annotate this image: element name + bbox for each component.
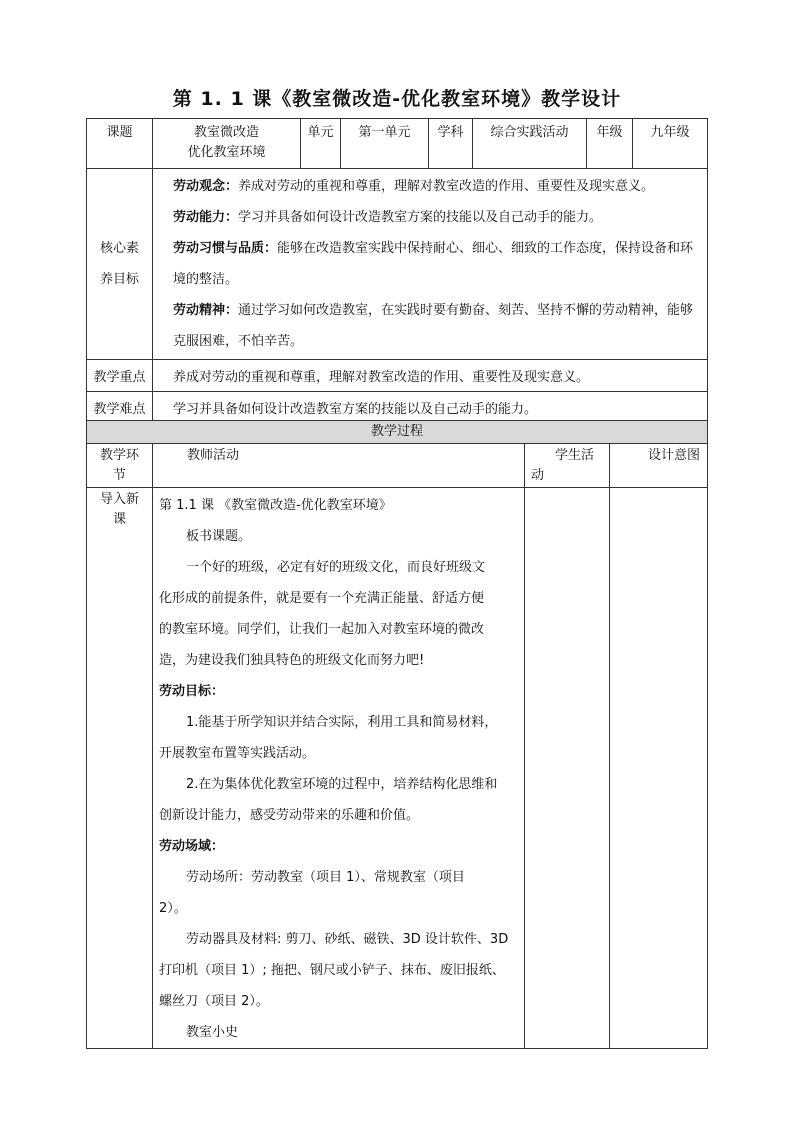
unit-label-cell <box>301 119 341 169</box>
col-student-header-line2: 动 <box>531 468 545 483</box>
core-goal-head: 劳动能力： <box>173 210 239 225</box>
col-student-header <box>525 444 610 488</box>
core-goal-text: 能够在改造教室实践中保持耐心、细心、细致的工作态度，保持设备和环境的整洁。 <box>173 241 694 287</box>
teacher-line: 板书课题。 <box>186 529 252 544</box>
topic-value-line1: 教室微改造 <box>193 125 259 140</box>
teacher-activity-cell <box>153 488 525 1049</box>
difficulty-label: 教学难点 <box>87 392 153 424</box>
topic-label-cell <box>87 119 153 169</box>
design-intent-cell <box>610 488 708 1049</box>
teacher-line: 劳动场所：劳动教室（项目 1）、常规教室（项目 <box>186 870 465 885</box>
col-intent-header: 设计意图 <box>610 444 708 488</box>
grade-label: 年级 <box>596 125 623 140</box>
teacher-line: 劳动器具及材料: 剪刀、砂纸、磁铁、3D 设计软件、3D <box>186 932 509 947</box>
subject-value-cell <box>473 119 587 169</box>
topic-label: 课题 <box>106 125 133 140</box>
subject-value: 综合实践活动 <box>490 125 569 140</box>
stage-line1: 导入新 <box>99 492 139 507</box>
grade-value: 九年级 <box>650 125 690 140</box>
col-student-header-line1: 学生活 <box>555 448 595 463</box>
col-teacher-header: 教师活动 <box>153 444 525 488</box>
topic-value-line2: 优化教室环境 <box>187 145 266 160</box>
core-goal-text: 学习并具备如何设计改造教室方案的技能以及自己动手的能力。 <box>238 210 603 225</box>
core-goal-head: 劳动观念： <box>173 179 239 194</box>
teacher-line: 劳动目标： <box>159 684 225 699</box>
subject-label-cell <box>429 119 473 169</box>
teacher-line: 开展教室布置等实践活动。 <box>159 746 316 761</box>
unit-value: 第一单元 <box>358 125 411 140</box>
teacher-line: 的教室环境。同学们，让我们一起加入对教室环境的微改 <box>159 622 485 637</box>
unit-value-cell <box>341 119 429 169</box>
core-label-line1: 核心素 <box>99 241 139 256</box>
core-goal-text: 养成对劳动的重视和尊重，理解对教室改造的作用、重要性及现实意义。 <box>238 179 655 194</box>
col-stage-header-line2: 节 <box>112 468 126 483</box>
teacher-line: 教室小史 <box>186 1025 239 1040</box>
core-goal-head: 劳动精神： <box>173 303 239 318</box>
teacher-line: 打印机（项目 1）; 拖把、钢尺或小铲子、抹布、废旧报纸、 <box>159 963 505 978</box>
core-goal-item <box>173 233 701 295</box>
teacher-line: 一个好的班级，必定有好的班级文化，而良好班级文 <box>186 560 486 575</box>
key-point-label: 教学重点 <box>87 360 153 392</box>
core-goal-head: 劳动习惯与品质： <box>173 241 278 256</box>
grade-value-cell <box>633 119 708 169</box>
core-label-cell <box>87 169 153 360</box>
teacher-line: 1.能基于所学知识并结合实际，利用工具和简易材料， <box>186 715 498 730</box>
core-goals-cell <box>153 169 708 360</box>
core-goal-item <box>173 202 701 233</box>
info-table <box>86 118 708 424</box>
student-activity-cell <box>525 488 610 1049</box>
stage-line2: 课 <box>112 512 126 527</box>
stage-cell <box>87 488 153 1049</box>
document-title: 第 1. 1 课《教室微改造-优化教室环境》教学设计 <box>172 88 622 110</box>
col-stage-header-line1: 教学环 <box>99 448 139 463</box>
grade-label-cell <box>587 119 633 169</box>
core-goal-item <box>173 295 701 357</box>
teacher-line: 2.在为集体优化教室环境的过程中，培养结构化思维和 <box>186 777 498 792</box>
subject-label: 学科 <box>437 125 464 140</box>
topic-value-cell <box>153 119 301 169</box>
difficulty-text: 学习并具备如何设计改造教室方案的技能以及自己动手的能力。 <box>153 392 708 424</box>
teacher-line: 造，为建设我们独具特色的班级文化而努力吧! <box>159 653 425 668</box>
unit-label: 单元 <box>307 125 334 140</box>
process-table <box>86 420 708 1049</box>
teacher-line: 2）。 <box>159 901 187 916</box>
core-goal-item <box>173 171 701 202</box>
core-label-line2: 养目标 <box>99 272 139 287</box>
teacher-line: 化形成的前提条件，就是要有一个充满正能量、舒适方便 <box>159 591 485 606</box>
teacher-line: 螺丝刀（项目 2）。 <box>159 994 269 1009</box>
col-stage-header <box>87 444 153 488</box>
teacher-line: 第 1.1 课 《教室微改造-优化教室环境》 <box>159 498 392 513</box>
teacher-line: 创新设计能力，感受劳动带来的乐趣和价值。 <box>159 808 420 823</box>
core-goal-text: 通过学习如何改造教室，在实践时要有勤奋、刻苦、坚持不懈的劳动精神，能够克服困难，不怕辛苦。 <box>173 303 694 349</box>
process-title: 教学过程 <box>87 421 708 444</box>
key-point-text: 养成对劳动的重视和尊重，理解对教室改造的作用、重要性及现实意义。 <box>153 360 708 392</box>
teacher-line: 劳动场域： <box>159 839 225 854</box>
